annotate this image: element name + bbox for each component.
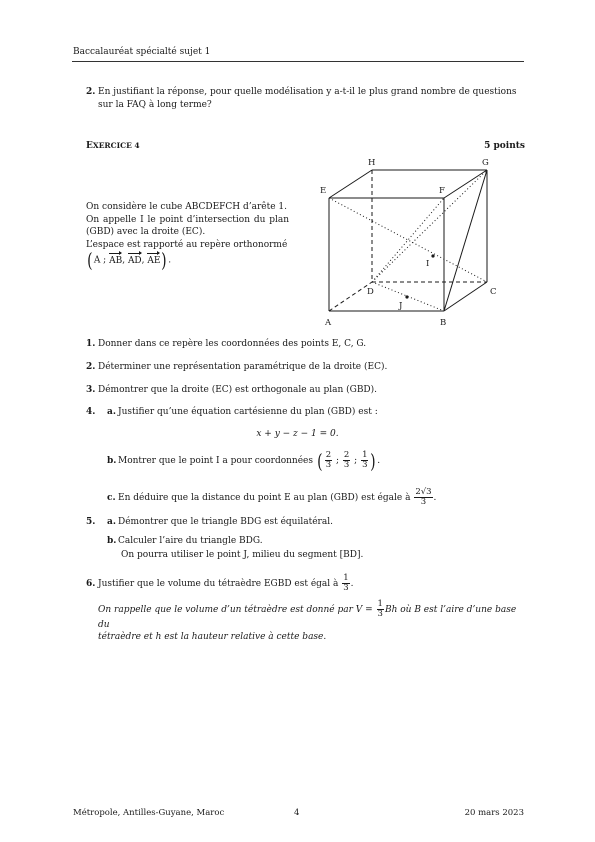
- question-5-number: 5.: [86, 517, 96, 527]
- coord-end: .: [377, 456, 381, 466]
- coord-sep-1: ;: [333, 456, 342, 466]
- question-5b-hint: On pourra utiliser le point J, milieu du segment [BD].: [121, 550, 364, 560]
- distance-end: .: [433, 493, 437, 503]
- question-4b-label: b.: [107, 456, 117, 466]
- label-g: G: [482, 158, 489, 168]
- vector-ab: AB: [109, 255, 123, 266]
- footer-page-number: 4: [294, 808, 300, 818]
- note-frac-den: 3: [377, 609, 383, 619]
- edge-bc: [444, 282, 487, 311]
- question-4b: [107, 448, 381, 473]
- intro-line-1: On considère le cube ABCDEFCH d’arête 1.: [86, 202, 288, 212]
- intro-line-3: L’espace est rapporté au repère orthonormé: [86, 239, 288, 250]
- volume-formula-note: [98, 600, 526, 643]
- label-c: C: [490, 287, 497, 297]
- vector-ad: AD: [127, 255, 142, 266]
- question-1-number: 1.: [86, 339, 96, 349]
- frame-comma-2: ,: [141, 255, 148, 266]
- exercise-title-first: E: [86, 141, 93, 151]
- question-5b: [107, 535, 263, 547]
- label-f: F: [439, 186, 445, 196]
- question-2-number: 2.: [86, 362, 96, 372]
- edge-ad: [329, 282, 372, 311]
- exercise-points: 5 points: [484, 141, 525, 151]
- note-before: On rappelle que le volume d’un tétraèdre est donné par V =: [98, 605, 373, 615]
- frame-origin: A: [93, 255, 101, 266]
- segment-ec: [329, 198, 487, 282]
- question-1: [86, 338, 366, 350]
- point-i-dot: [431, 254, 434, 257]
- question-6: [86, 574, 354, 593]
- question-3-text: Démontrer que la droite (EC) est orthogonale au plan (GBD).: [98, 385, 378, 395]
- exercise-title-rest: XERCICE 4: [92, 141, 140, 150]
- coord-1-den: 3: [325, 460, 332, 470]
- question-4a-text: Justifier qu’une équation cartésienne du plan (GBD) est :: [118, 407, 378, 417]
- page-header-title: Baccalauréat spécialté sujet 1: [73, 47, 211, 57]
- segment-df: [372, 198, 444, 282]
- label-e: E: [320, 186, 327, 196]
- question-4b-text: Montrer que le point I a pour coordonnées: [118, 456, 313, 466]
- coord-1-num: 2: [325, 450, 332, 460]
- question-5b-text: Calculer l’aire du triangle BDG.: [118, 536, 263, 546]
- distance-den: 3: [420, 497, 427, 507]
- footer-date: 20 mars 2023: [464, 808, 524, 818]
- question-5a: [86, 516, 333, 528]
- question-number: 2.: [86, 87, 96, 97]
- volume-end: .: [350, 579, 354, 589]
- question-3-number: 3.: [86, 385, 96, 395]
- label-d: D: [367, 287, 374, 297]
- note-frac-num: 1: [377, 599, 383, 609]
- coord-sep-2: ;: [351, 456, 361, 466]
- label-h: H: [368, 158, 376, 168]
- question-2: [86, 361, 387, 373]
- volume-den: 3: [343, 583, 349, 593]
- question-text: En justifiant la réponse, pour quelle modélisation y a-t-il le plus grand nombre de questions sur la FAQ à long terme?: [98, 87, 517, 110]
- question-6-text: Justifier que le volume du tétraèdre EGBD est égal à: [98, 579, 339, 589]
- question-4-number: 4.: [86, 407, 96, 417]
- question-4c-text: En déduire que la distance du point E au plan (GBD) est égale à: [118, 493, 411, 503]
- point-i-coordinates: ( $\frac{2}{3}$ ; $\frac{2}{3}$ ; $\frac{1}{3}$ ).: [317, 448, 381, 473]
- coord-2-num: 2: [343, 450, 350, 460]
- question-4a-label: a.: [107, 407, 116, 417]
- frame-notation: (A ; AB, AD, AE).: [87, 248, 172, 272]
- label-i: I: [426, 259, 430, 269]
- point-j-dot: [405, 295, 408, 298]
- note-after: Bh où B est l’aire d’une base du: [98, 605, 517, 630]
- question-5a-text: Démontrer que le triangle BDG est équilatéral.: [118, 517, 333, 527]
- question-3: [86, 384, 377, 396]
- coord-3-num: 1: [362, 450, 368, 460]
- note-line-2: tétraèdre et h est la hauteur relative à cette base.: [98, 632, 327, 642]
- question-4c: [107, 488, 436, 507]
- label-j: J: [399, 301, 403, 311]
- edge-fg: [444, 170, 487, 198]
- volume-num: 1: [343, 573, 349, 583]
- frame-separator: ;: [100, 255, 110, 266]
- question-1-text: Donner dans ce repère les coordonnées des points E, C, G.: [98, 339, 367, 349]
- coord-3-den: 3: [362, 460, 368, 470]
- question-4c-label: c.: [107, 493, 116, 503]
- frame-comma-1: ,: [122, 255, 128, 266]
- vector-ae: AE: [147, 255, 161, 266]
- question-6-number: 6.: [86, 579, 96, 589]
- coord-2-den: 3: [343, 460, 350, 470]
- plane-equation: x + y − z − 1 = 0.: [256, 429, 339, 439]
- question-4a: [86, 406, 378, 418]
- question-5a-label: a.: [107, 517, 116, 527]
- distance-num: 2√3: [415, 487, 432, 497]
- edge-eh: [329, 170, 372, 198]
- question-5b-label: b.: [107, 536, 117, 546]
- label-b: B: [440, 318, 447, 328]
- footer-left: Métropole, Antilles-Guyane, Maroc: [73, 808, 225, 818]
- question-2-text: Déterminer une représentation paramétrique de la droite (EC).: [98, 362, 388, 372]
- label-a: A: [325, 318, 332, 328]
- intro-line-2: On appelle I le point d’intersection du plan (GBD) avec la droite (EC).: [86, 214, 289, 237]
